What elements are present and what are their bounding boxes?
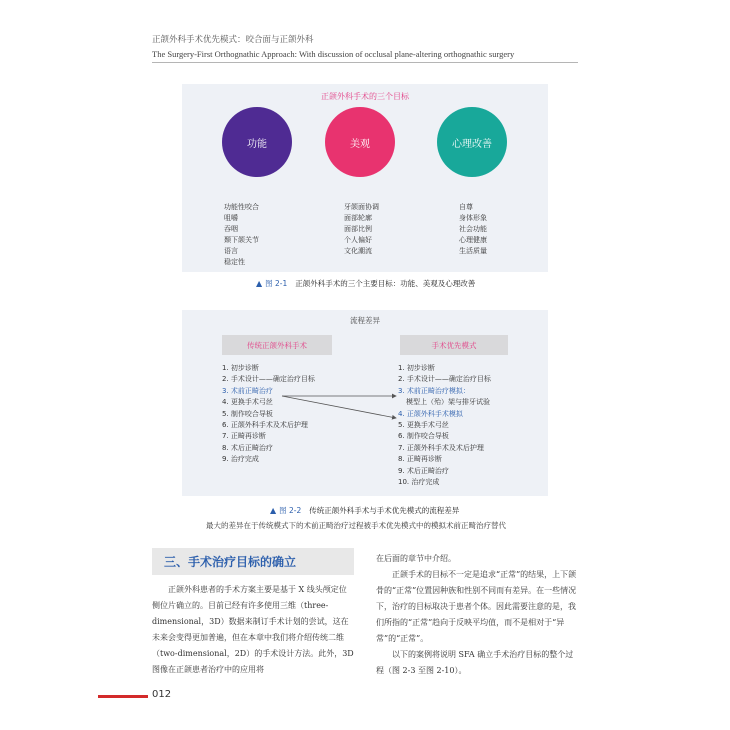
replacement-arrows — [182, 310, 548, 496]
list-item: 5. 更换手术弓丝 — [398, 421, 449, 430]
goal-circle-aesthetics: 美观 — [325, 107, 395, 177]
list-item: 心理健康 — [459, 236, 487, 244]
list-item: 身体形象 — [459, 214, 487, 222]
arrow-to-surgery-simulation — [282, 396, 396, 418]
list-item: 面部轮廓 — [344, 214, 372, 222]
list-item: 社会功能 — [459, 225, 487, 233]
list-item: 模型上（殆）架与排牙试验 — [406, 398, 490, 407]
figure1-caption — [256, 278, 475, 289]
list-item: 1. 初步诊断 — [398, 364, 435, 372]
page-number: 012 — [152, 689, 172, 700]
goal-list-psychology — [459, 202, 487, 257]
conventional-header: 传统正颌外科手术 — [222, 335, 332, 355]
list-item: 牙颌面协调 — [344, 203, 379, 211]
goal-list-aesthetics — [344, 202, 379, 257]
list-item: 6. 制作咬合导板 — [398, 432, 449, 441]
list-item: 9. 术后正畸治疗 — [398, 466, 449, 475]
figure1-caption-number: 图 2-1 — [265, 279, 288, 288]
surgery-first-header: 手术优先模式 — [400, 335, 508, 355]
list-item: 7. 正颌外科手术及术后护理 — [398, 443, 484, 452]
body-paragraph-continued: 在后面的章节中介绍。 — [376, 554, 456, 563]
figure1-title: 正颌外科手术的三个目标 — [321, 92, 409, 101]
list-item: 8. 术后正畸治疗 — [222, 443, 273, 452]
list-item: 个人偏好 — [344, 236, 372, 244]
list-item: 4. 正颌外科手术模拟 — [398, 409, 463, 418]
list-item: 1. 初步诊断 — [222, 364, 259, 372]
figure2-caption-text: 传统正颌外科手术与手术优先模式的流程差异 — [309, 506, 460, 515]
footer-accent-bar — [98, 695, 148, 698]
figure2-caption — [270, 505, 459, 516]
body-paragraph: 正颌外科患者的手术方案主要是基于 X 线头颅定位侧位片确立的。目前已经有许多使用三维（three-dimensional，3D）数据来制订手术计划的尝试，这在未来会变得更加普遍，但在本章中我们将介绍传统二维（two-dimensional，2D）的手术设计方法。此外，3D 图像在正颌患者治疗中的应用将 — [152, 585, 354, 674]
list-item: 10. 治疗完成 — [398, 478, 440, 487]
list-item: 功能性咬合 — [224, 203, 259, 211]
list-item: 2. 手术设计——确定治疗目标 — [222, 375, 315, 384]
list-item: 5. 制作咬合导板 — [222, 409, 273, 418]
section-heading-box — [152, 548, 354, 575]
body-paragraph: 以下的案例将说明 SFA 确立手术治疗目标的整个过程（图 2-3 至图 2-10）。 — [376, 650, 574, 675]
goal-list-function — [224, 202, 259, 268]
list-item: 面部比例 — [344, 225, 372, 233]
list-item: 自尊 — [459, 203, 473, 211]
list-item: 稳定性 — [224, 258, 245, 266]
list-item: 2. 手术设计——确定治疗目标 — [398, 375, 491, 384]
list-item: 3. 术前正畸治疗模拟： — [398, 386, 470, 395]
list-item: 颞下颌关节 — [224, 236, 259, 244]
section-title: 三、手术治疗目标的确立 — [164, 555, 297, 569]
goal-circle-function: 功能 — [222, 107, 292, 177]
header-english-title: The Surgery-First Orthognathic Approach: With discussion of occlusal plane-altering orthognathic surgery — [152, 49, 515, 59]
list-item: 生活质量 — [459, 247, 487, 255]
body-paragraph: 正颌手术的目标不一定是追求“正常”的结果，上下颌骨的“正常”位置因种族和性别不同而有差异。在一些情况下，治疗的目标取决于患者个体。因此需要注意的是，我们所指的“正常”趋向于反映平均值，而不是相对于“异常”的“正常”。 — [376, 570, 577, 643]
body-column-left — [152, 582, 354, 678]
list-item: 4. 更换手术弓丝 — [222, 398, 273, 407]
list-item: 语言 — [224, 247, 238, 255]
header-rule — [152, 62, 578, 63]
figure-workflow-difference — [182, 310, 548, 496]
figure-three-goals — [182, 84, 548, 272]
caption-triangle-icon: ▲ — [270, 506, 277, 515]
list-item: 吞咽 — [224, 225, 238, 233]
figure1-caption-text: 正颌外科手术的三个主要目标：功能、美观及心理改善 — [295, 279, 476, 288]
list-item: 9. 治疗完成 — [222, 455, 259, 464]
list-item: 3. 术前正畸治疗 — [222, 386, 273, 395]
list-item: 8. 正畸再诊断 — [398, 455, 442, 464]
body-column-right — [376, 551, 578, 679]
running-header — [152, 34, 592, 60]
header-chinese-title: 正颌外科手术优先模式：咬合面与正颌外科 — [152, 35, 314, 45]
goal-circle-psychology: 心理改善 — [437, 107, 507, 177]
list-item: 6. 正颌外科手术及术后护理 — [222, 421, 308, 430]
figure2-caption-number: 图 2-2 — [279, 506, 302, 515]
figure2-title: 流程差异 — [350, 316, 380, 325]
figure2-caption-description: 最大的差异在于传统模式下的术前正畸治疗过程被手术优先模式中的模拟术前正畸治疗替代 — [206, 521, 506, 530]
list-item: 咀嚼 — [224, 214, 238, 222]
list-item: 文化潮流 — [344, 247, 372, 255]
list-item: 7. 正畸再诊断 — [222, 432, 266, 441]
caption-triangle-icon: ▲ — [256, 279, 263, 288]
